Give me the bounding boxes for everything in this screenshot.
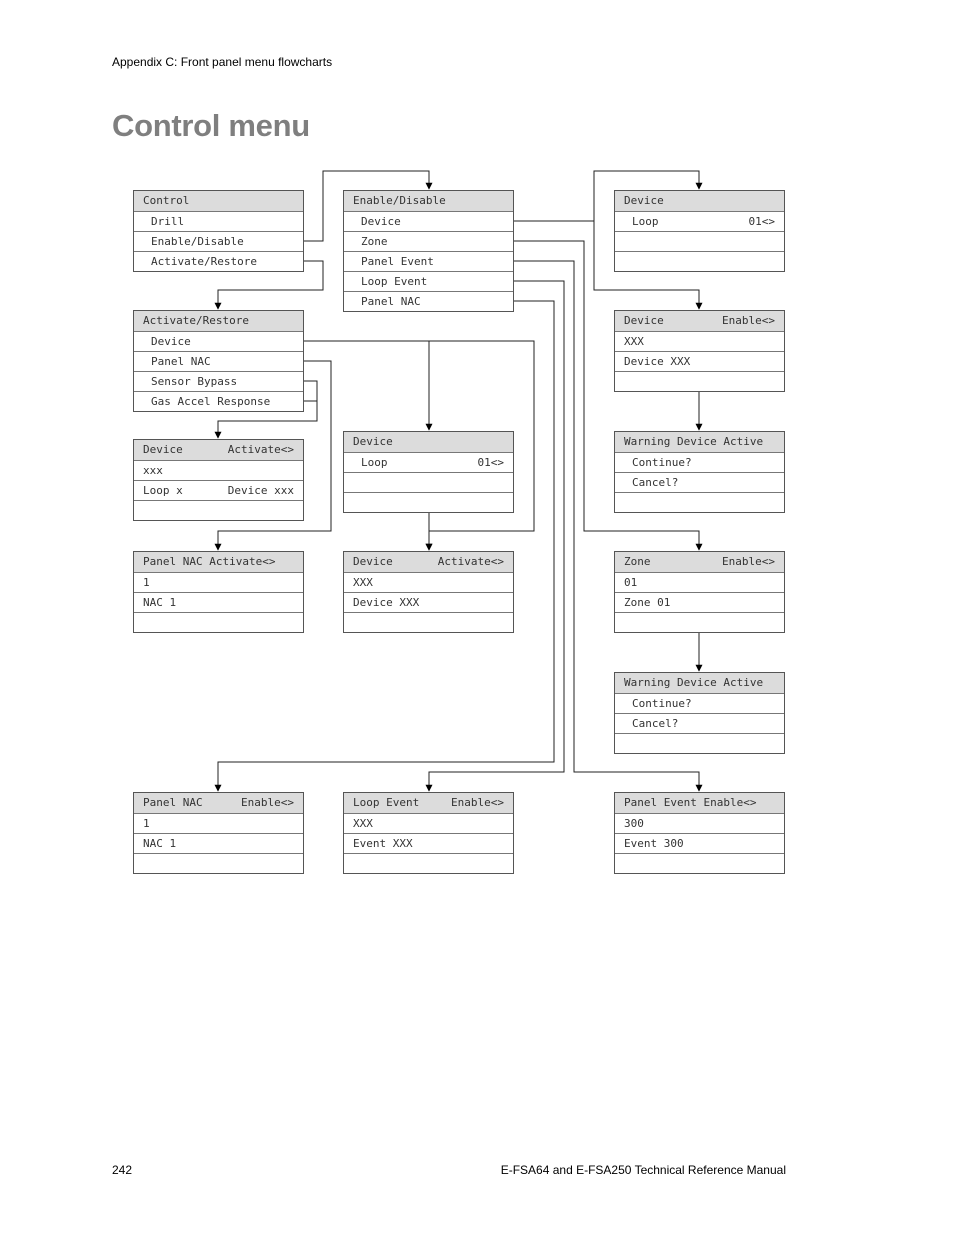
panel-nac-enable-header (134, 793, 303, 813)
panel-nac-activate-box (133, 551, 304, 633)
loop-value: 01<> (748, 215, 775, 228)
device-activate-2-label: Device XXX (344, 592, 513, 612)
ar-loop-label: Loop x (143, 484, 183, 497)
ar-device-activate-loop (134, 480, 303, 500)
menu-item-device[interactable]: Device (344, 211, 513, 231)
device-activate-2-action: Activate<> (437, 555, 504, 568)
control-menu-header: Control (134, 191, 303, 211)
device-enable-action: Enable<> (722, 314, 775, 327)
loop-event-enable-number: XXX (344, 813, 513, 833)
ar-device-loop-box (343, 431, 514, 513)
device-enable-box (614, 310, 785, 392)
menu-item-activate-restore[interactable]: Activate/Restore (134, 251, 303, 271)
panel-event-enable-label: Event 300 (615, 833, 784, 853)
panel-nac-enable-box (133, 792, 304, 874)
empty-row (615, 733, 784, 753)
device-activate-box-2 (343, 551, 514, 633)
empty-row (134, 853, 303, 873)
device-enable-number: XXX (615, 331, 784, 351)
loop-event-enable-action: Enable<> (451, 796, 504, 809)
ar-device-activate-title: Device (143, 443, 183, 456)
panel-nac-enable-number: 1 (134, 813, 303, 833)
enable-disable-header: Enable/Disable (344, 191, 513, 211)
empty-row (615, 612, 784, 632)
empty-row (615, 853, 784, 873)
activate-restore-header: Activate/Restore (134, 311, 303, 331)
ar-device-label: Device xxx (227, 484, 294, 497)
panel-nac-enable-label: NAC 1 (134, 833, 303, 853)
device-activate-2-number: XXX (344, 572, 513, 592)
warning-1-header: Warning Device Active (615, 432, 784, 452)
ar-loop-selector-value: 01<> (477, 456, 504, 469)
loop-selector[interactable] (615, 211, 784, 231)
menu-item-enable-disable[interactable]: Enable/Disable (134, 231, 303, 251)
zone-enable-box (614, 551, 785, 633)
loop-event-enable-label: Event XXX (344, 833, 513, 853)
panel-nac-enable-action: Enable<> (241, 796, 294, 809)
ar-device-activate-action: Activate<> (227, 443, 294, 456)
connector-loop-event-enable (429, 281, 564, 791)
warning-2-cancel[interactable]: Cancel? (615, 713, 784, 733)
menu-item-ar-device[interactable]: Device (134, 331, 303, 351)
device-activate-2-title: Device (353, 555, 393, 568)
page-header: Appendix C: Front panel menu flowcharts (112, 55, 333, 69)
enable-disable-menu-box (343, 190, 514, 312)
zone-enable-number: 01 (615, 572, 784, 592)
empty-row (134, 500, 303, 520)
device-activate-2-header (344, 552, 513, 572)
panel-event-enable-box (614, 792, 785, 874)
menu-item-loop-event[interactable]: Loop Event (344, 271, 513, 291)
ar-loop-selector[interactable] (344, 452, 513, 472)
menu-item-gas-accel-response[interactable]: Gas Accel Response (134, 391, 303, 411)
warning-2-continue[interactable]: Continue? (615, 693, 784, 713)
panel-nac-activate-header: Panel NAC Activate<> (134, 552, 303, 572)
loop-event-enable-title: Loop Event (353, 796, 420, 809)
empty-row (134, 612, 303, 632)
warning-2-header: Warning Device Active (615, 673, 784, 693)
activate-restore-menu-box (133, 310, 304, 412)
ar-device-activate-header (134, 440, 303, 460)
panel-event-enable-header: Panel Event Enable<> (615, 793, 784, 813)
connector-ar-device-loop (303, 341, 429, 430)
ar-device-activate-number: xxx (134, 460, 303, 480)
menu-item-ar-panel-nac[interactable]: Panel NAC (134, 351, 303, 371)
zone-enable-title: Zone (624, 555, 651, 568)
panel-event-enable-number: 300 (615, 813, 784, 833)
warning-device-active-box-2 (614, 672, 785, 754)
device-enable-label: Device XXX (615, 351, 784, 371)
device-enable-title: Device (624, 314, 664, 327)
ed-device-loop-box (614, 190, 785, 272)
device-enable-header (615, 311, 784, 331)
menu-item-drill[interactable]: Drill (134, 211, 303, 231)
ar-device-loop-header: Device (344, 432, 513, 452)
panel-nac-activate-number: 1 (134, 572, 303, 592)
loop-event-enable-box (343, 792, 514, 874)
empty-row (344, 472, 513, 492)
menu-item-sensor-bypass[interactable]: Sensor Bypass (134, 371, 303, 391)
ar-loop-selector-label: Loop (361, 456, 388, 469)
warning-device-active-box-1 (614, 431, 785, 513)
warning-1-continue[interactable]: Continue? (615, 452, 784, 472)
zone-enable-header (615, 552, 784, 572)
zone-enable-action: Enable<> (722, 555, 775, 568)
page-title: Control menu (112, 108, 310, 143)
menu-item-panel-nac[interactable]: Panel NAC (344, 291, 513, 311)
zone-enable-label: Zone 01 (615, 592, 784, 612)
empty-row (615, 371, 784, 391)
empty-row (615, 251, 784, 271)
loop-event-enable-header (344, 793, 513, 813)
loop-label: Loop (632, 215, 659, 228)
empty-row (344, 853, 513, 873)
control-menu-box (133, 190, 304, 272)
empty-row (344, 492, 513, 512)
warning-1-cancel[interactable]: Cancel? (615, 472, 784, 492)
panel-nac-activate-label: NAC 1 (134, 592, 303, 612)
panel-nac-enable-title: Panel NAC (143, 796, 203, 809)
ar-device-activate-box (133, 439, 304, 521)
empty-row (615, 492, 784, 512)
manual-title: E-FSA64 and E-FSA250 Technical Reference Manual (500, 1163, 786, 1177)
page-number: 242 (112, 1163, 133, 1177)
empty-row (344, 612, 513, 632)
empty-row (615, 231, 784, 251)
menu-item-zone[interactable]: Zone (344, 231, 513, 251)
ed-device-loop-header: Device (615, 191, 784, 211)
menu-item-panel-event[interactable]: Panel Event (344, 251, 513, 271)
